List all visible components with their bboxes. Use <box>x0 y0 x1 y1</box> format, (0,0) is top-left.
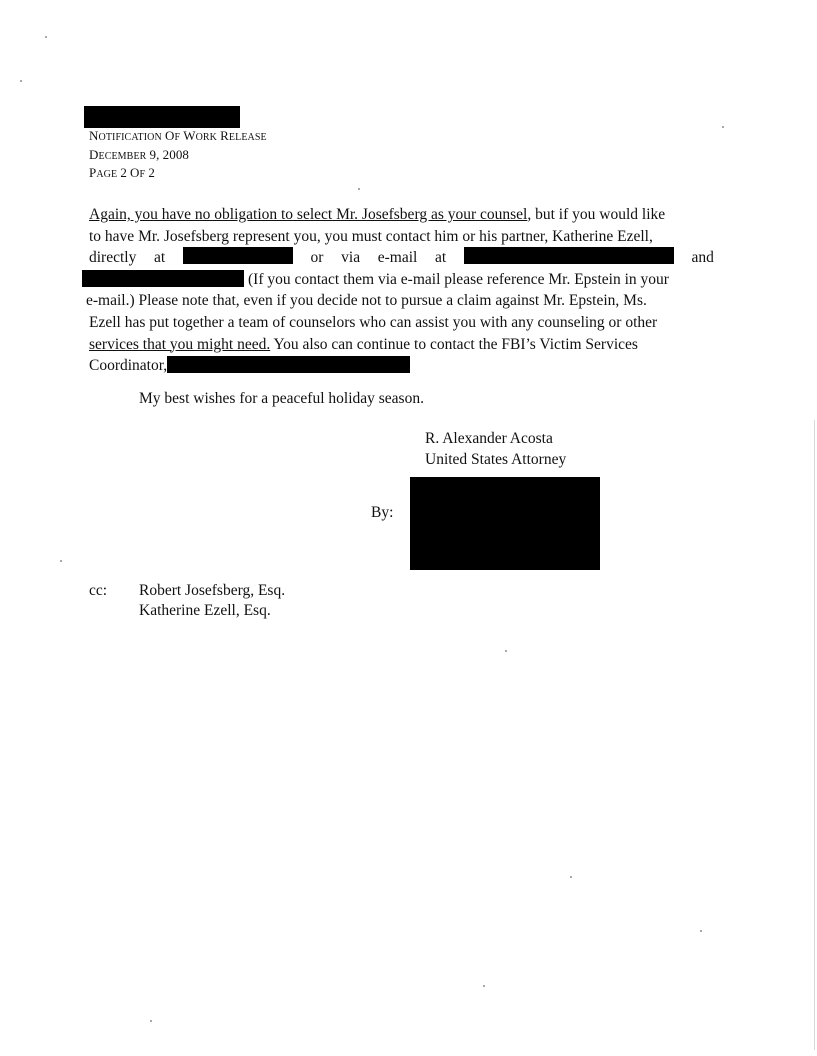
scan-edge <box>814 420 815 1050</box>
scan-speck <box>358 188 360 190</box>
scan-speck <box>20 80 22 82</box>
cc-recipients <box>139 581 285 621</box>
redaction-phone <box>183 247 293 264</box>
scan-speck <box>700 930 702 932</box>
header-date: DECEMBER 9, 2008 <box>89 146 190 162</box>
signer-title: United States Attorney <box>425 451 567 468</box>
closing-line: My best wishes for a peaceful holiday season. <box>139 390 424 407</box>
body-line-7: services that you might need. You also can continue to contact the FBI’s Victim Services <box>89 335 638 353</box>
scan-speck <box>150 1020 152 1022</box>
scan-speck <box>45 36 47 38</box>
cc-recipient: Robert Josefsberg, Esq. <box>139 582 286 599</box>
letter-body <box>86 204 714 377</box>
body-line-8: Coordinator, <box>89 355 714 377</box>
body-line-3: directly at or via e-mail at and <box>89 249 714 267</box>
redaction-email <box>464 247 674 264</box>
body-line-1: Again, you have no obligation to select Mr. Josefsberg as your counsel, but if you would like <box>89 206 666 223</box>
scan-speck <box>483 985 485 987</box>
redaction-signature <box>410 477 600 570</box>
scan-speck <box>60 560 62 562</box>
scan-speck <box>722 126 724 128</box>
redaction-coordinator <box>167 356 410 373</box>
signature-block <box>425 428 566 470</box>
body-line-4: (If you contact them via e-mail please reference Mr. Epstein in your <box>89 269 714 291</box>
body-line-2: to have Mr. Josefsberg represent you, you must contact him or his partner, Katherine Ezell, <box>89 227 653 245</box>
scan-speck <box>505 650 507 652</box>
body-line-6: Ezell has put together a team of counselors who can assist you with any counseling or other <box>89 313 658 331</box>
scan-speck <box>570 876 572 878</box>
by-label: By: <box>371 504 394 521</box>
header-title: NOTIFICATION OF WORK RELEASE <box>89 128 267 143</box>
redaction-header <box>84 106 240 128</box>
cc-label: cc: <box>89 582 108 599</box>
cc-recipient: Katherine Ezell, Esq. <box>139 602 271 619</box>
redaction-contact <box>82 270 244 287</box>
signer-name: R. Alexander Acosta <box>425 430 553 447</box>
letter-header <box>89 128 267 184</box>
body-line-5: e-mail.) Please note that, even if you decide not to pursue a claim against Mr. Epstein, Ms. <box>86 292 647 310</box>
header-page: PAGE 2 OF 2 <box>89 165 155 180</box>
